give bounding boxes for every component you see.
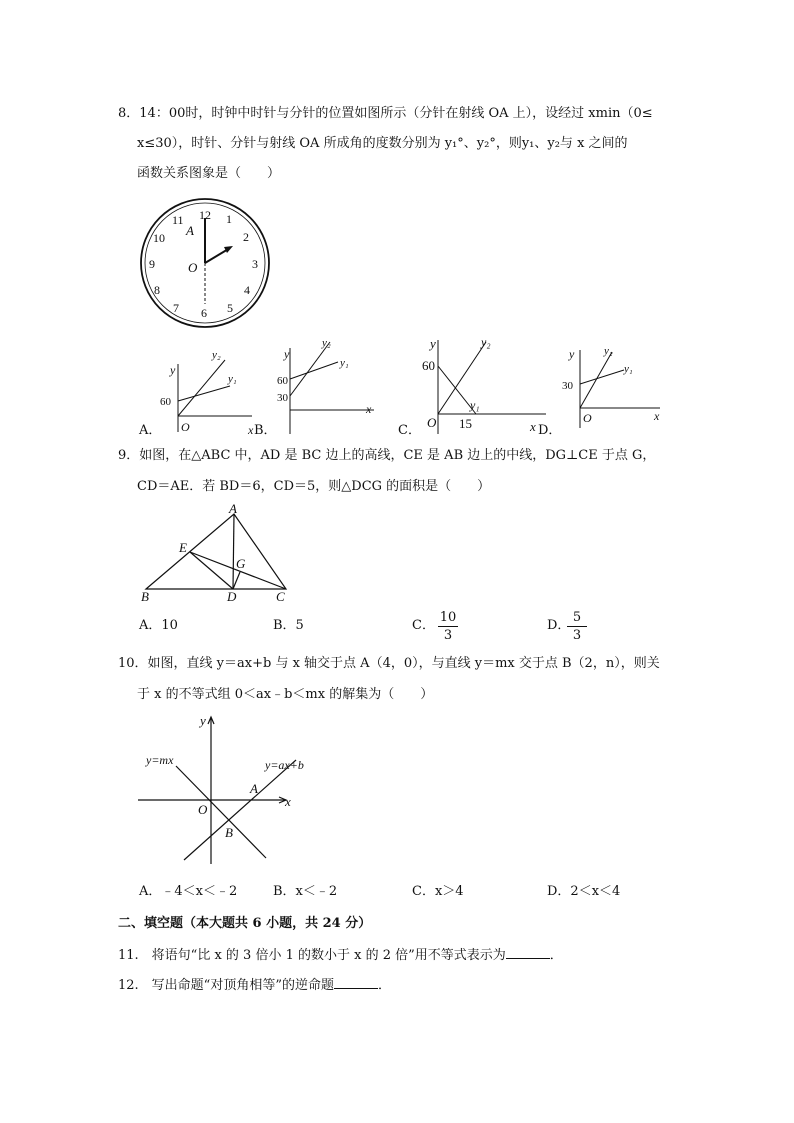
optB-label-30: 30 bbox=[277, 392, 288, 404]
q9-option-D-num: 5 bbox=[567, 610, 587, 627]
optD-label-30: 30 bbox=[562, 380, 573, 392]
optA-label-60: 60 bbox=[160, 396, 171, 408]
optB-line-y2 bbox=[290, 342, 330, 396]
optC-label-y: y bbox=[430, 336, 436, 351]
clock-num-12: 12 bbox=[199, 208, 211, 222]
optD-label-y1: y₁ bbox=[624, 363, 633, 375]
optC-label-y1: y₁ bbox=[470, 398, 480, 412]
q11-line bbox=[118, 948, 563, 962]
clock-num-8: 8 bbox=[154, 283, 160, 297]
q8-option-D-letter[interactable]: D． bbox=[538, 423, 562, 438]
q10-option-C[interactable]: C．x＞4 bbox=[412, 884, 464, 899]
optA-line-y2 bbox=[178, 360, 225, 416]
optB-label-x: x bbox=[366, 402, 372, 416]
q10-label-y: y bbox=[200, 713, 206, 728]
q9-option-C-fraction bbox=[438, 610, 458, 643]
optB-label-y: y bbox=[284, 347, 290, 361]
q8-line1: 8．14：00时，时钟中时针与分针的位置如图所示（分针在射线 OA 上），设经过 xmin（0≤ bbox=[118, 106, 653, 121]
optC-label-x: x bbox=[530, 419, 536, 434]
segment-ED bbox=[190, 552, 233, 589]
q9-option-C-den: 3 bbox=[443, 628, 453, 643]
q9-triangle-figure bbox=[136, 502, 296, 602]
optA-label-x: x bbox=[248, 423, 254, 437]
q9-option-A[interactable]: A．10 bbox=[139, 618, 178, 633]
optB-label-y1: y₁ bbox=[340, 357, 349, 369]
optD-line-y2 bbox=[580, 352, 612, 408]
q10-label-axb: y=ax+b bbox=[265, 758, 304, 772]
optC-label-y2: y₂ bbox=[481, 335, 491, 349]
optB-line-y1 bbox=[290, 362, 338, 379]
q11-answer-blank[interactable] bbox=[506, 948, 550, 959]
clock-num-5: 5 bbox=[227, 301, 233, 315]
clock-num-11: 11 bbox=[172, 213, 184, 227]
q10-line2: 于 x 的不等式组 0＜ax﹣b＜mx 的解集为（ ） bbox=[137, 687, 434, 702]
q8-line3: 函数关系图象是（ ） bbox=[137, 166, 281, 181]
q8-line2: x≤30），时针、分针与射线 OA 所成角的度数分别为 y₁°、y₂°，则y₁、y₂与 x 之间的 bbox=[137, 136, 628, 151]
optB-label-60: 60 bbox=[277, 375, 288, 387]
clock-num-3: 3 bbox=[252, 257, 258, 271]
q9-label-D: D bbox=[227, 589, 237, 604]
q11-text: 11. 将语句“比 x 的 3 倍小 1 的数小于 x 的 2 倍”用不等式表示为 bbox=[118, 948, 506, 963]
section2-title: 二、填空题（本大题共 6 小题，共 24 分） bbox=[118, 916, 372, 931]
q8-option-A-letter[interactable]: A． bbox=[139, 423, 162, 438]
optD-line-y1 bbox=[580, 370, 624, 384]
clock-num-4: 4 bbox=[244, 283, 250, 297]
q9-option-C-prefix[interactable]: C． bbox=[412, 618, 435, 633]
q9-label-C: C bbox=[276, 589, 285, 604]
q10-graph-figure bbox=[136, 712, 316, 866]
q9-option-D-prefix[interactable]: D． bbox=[547, 618, 571, 633]
q12-answer-blank[interactable] bbox=[334, 978, 378, 989]
q9-option-D-fraction bbox=[567, 610, 587, 643]
q9-option-C-num: 10 bbox=[439, 610, 457, 625]
q9-option-B[interactable]: B．5 bbox=[273, 618, 304, 633]
q8-option-A-graph bbox=[150, 344, 260, 436]
q10-option-A[interactable]: A．﹣4＜x＜﹣2 bbox=[139, 884, 238, 899]
clock-label-A: A bbox=[186, 223, 194, 238]
q11-end: ． bbox=[549, 948, 563, 963]
clock-figure bbox=[138, 196, 272, 330]
optD-label-x: x bbox=[654, 409, 660, 423]
triangle-ABC bbox=[146, 514, 286, 589]
q10-label-A: A bbox=[250, 781, 258, 796]
q8-option-B-letter[interactable]: B． bbox=[254, 423, 277, 438]
optA-label-y1: y₁ bbox=[228, 373, 237, 385]
clock-label-O: O bbox=[188, 260, 198, 275]
q8-option-B-graph bbox=[270, 334, 380, 436]
q8-option-C-letter[interactable]: C． bbox=[398, 423, 421, 438]
optA-label-O: O bbox=[181, 420, 190, 434]
q9-label-B: B bbox=[141, 589, 149, 604]
optA-line-y1 bbox=[178, 386, 230, 401]
q10-label-O: O bbox=[198, 802, 208, 817]
q10-label-B: B bbox=[225, 825, 233, 840]
q12-end: ． bbox=[377, 978, 391, 993]
q9-label-E: E bbox=[179, 540, 187, 555]
clock-num-10: 10 bbox=[153, 231, 165, 245]
optC-label-O: O bbox=[427, 415, 437, 430]
q10-label-mx: y=mx bbox=[146, 753, 174, 767]
q12-text: 12. 写出命题“对顶角相等”的逆命题 bbox=[118, 978, 334, 993]
q9-option-D-den: 3 bbox=[572, 628, 582, 643]
q10-option-B[interactable]: B．x＜﹣2 bbox=[273, 884, 338, 899]
segment-DG bbox=[233, 572, 240, 589]
q10-label-x: x bbox=[285, 794, 291, 809]
clock-num-1: 1 bbox=[226, 212, 232, 226]
optA-label-y: y bbox=[170, 363, 176, 377]
optC-label-15: 15 bbox=[459, 416, 472, 431]
clock-num-6: 6 bbox=[201, 306, 207, 320]
q9-line1: 9．如图，在△ABC 中，AD 是 BC 边上的高线，CE 是 AB 边上的中线，DG⊥CE 于点 G， bbox=[118, 448, 656, 463]
q9-label-G: G bbox=[236, 556, 246, 571]
q10-line-mx bbox=[176, 766, 266, 858]
q8-option-C-graph bbox=[418, 330, 548, 436]
q9-line2: CD＝AE．若 BD＝6，CD＝5，则△DCG 的面积是（ ） bbox=[137, 479, 491, 494]
optD-label-O: O bbox=[583, 411, 592, 425]
optA-label-y2: y₂ bbox=[212, 349, 221, 361]
segment-AD bbox=[233, 514, 234, 589]
clock-num-9: 9 bbox=[149, 257, 155, 271]
optD-label-y: y bbox=[569, 347, 575, 361]
optC-label-60: 60 bbox=[422, 358, 435, 373]
q9-label-A: A bbox=[229, 501, 237, 516]
optB-label-y2: y₂ bbox=[322, 337, 331, 349]
q12-line bbox=[118, 978, 391, 992]
optD-label-y2: y₂ bbox=[604, 345, 613, 357]
q8-option-D-graph bbox=[558, 340, 668, 430]
clock-num-7: 7 bbox=[173, 301, 179, 315]
clock-num-2: 2 bbox=[243, 230, 249, 244]
q10-line1: 10．如图，直线 y＝ax+b 与 x 轴交于点 A（4，0），与直线 y＝mx 交于点 B（2，n），则关 bbox=[118, 656, 660, 671]
q10-option-D[interactable]: D．2＜x＜4 bbox=[547, 884, 621, 899]
